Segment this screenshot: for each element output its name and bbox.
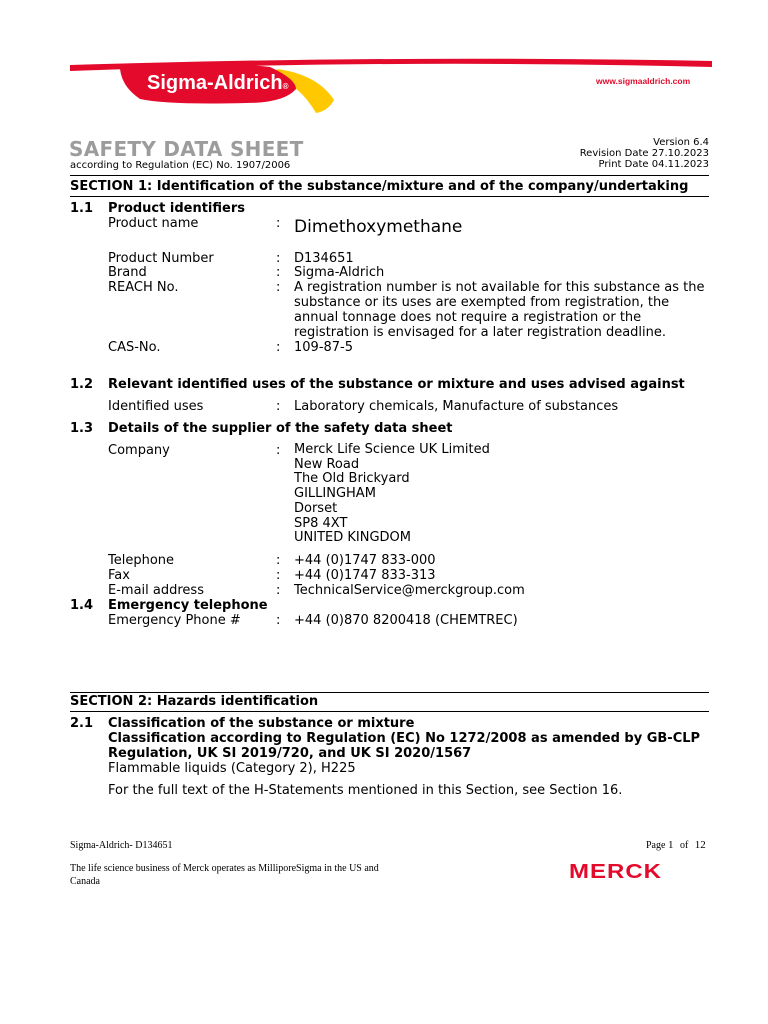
regulation-subtitle: according to Regulation (EC) No. 1907/2006 [70,160,291,171]
reach-line: annual tonnage does not require a registration or the [294,310,642,325]
colon: : [276,340,281,355]
classification-heading [108,731,700,761]
fax-value: +44 (0)1747 833-313 [294,568,436,583]
subsection-title: Emergency telephone [108,598,268,613]
cas-number: 109-87-5 [294,340,354,355]
colon: : [276,216,281,231]
reach-line: substance or its uses are exempted from registration, the [294,295,670,310]
colon: : [276,251,281,266]
section-number: 2.1 [70,716,94,731]
company-address [294,443,490,546]
email-link[interactable]: TechnicalService@merckgroup.com [294,583,525,598]
address-line: New Road [294,456,360,472]
field-label: Brand [108,265,147,280]
product-name: Dimethoxymethane [294,217,463,237]
hazard-class: Flammable liquids (Category 2), H225 [108,761,356,776]
page-word: Page [646,840,666,851]
section2-title: SECTION 2: Hazards identification [70,694,319,709]
page-of: of [679,840,689,851]
colon: : [276,443,281,458]
reach-value [294,280,704,340]
divider [70,196,709,197]
field-label: REACH No. [108,280,179,295]
colon: : [276,280,281,295]
brand-logo-text: Sigma-Aldrich [147,72,283,94]
subsection-title: Classification of the substance or mixture [108,716,415,731]
colon: : [276,265,281,280]
classification-line: Classification according to Regulation (EC) No 1272/2008 as amended by GB-CLP [108,731,701,746]
page-indicator [646,839,706,851]
document-title: SAFETY DATA SHEET [69,137,304,161]
brand-value: Sigma-Aldrich [294,265,385,280]
reach-line: registration is envisaged for a later registration deadline. [294,325,667,340]
field-label: Identified uses [108,399,204,414]
field-label: E-mail address [108,583,204,598]
field-label: Company [108,443,170,458]
identified-uses: Laboratory chemicals, Manufacture of substances [294,399,619,414]
address-line: GILLINGHAM [294,486,376,502]
telephone-value: +44 (0)1747 833-000 [294,553,436,568]
field-label: Product Number [108,251,214,266]
version: Version 6.4 [653,137,709,148]
address-line: Merck Life Science UK Limited [294,442,490,457]
colon: : [276,568,281,583]
subsection-title: Relevant identified uses of the substance or mixture and uses advised against [108,377,685,392]
reach-line: A registration number is not available for this substance as the [294,280,705,295]
section-number: 1.2 [70,377,94,392]
section-number: 1.1 [70,201,94,216]
website-link[interactable]: www.sigmaaldrich.com [596,76,691,86]
field-label: CAS-No. [108,340,161,355]
h-statements-note: For the full text of the H-Statements mentioned in this Section, see Section 16. [108,783,623,798]
colon: : [276,613,281,628]
print-date: Print Date 04.11.2023 [598,159,709,170]
subsection-title: Details of the supplier of the safety data sheet [108,421,453,436]
field-label: Fax [108,568,130,583]
colon: : [276,583,281,598]
colon: : [276,553,281,568]
header-banner [0,55,768,125]
merck-note-line: The life science business of Merck operates as MilliporeSigma in the US and [70,863,379,874]
colon: : [276,399,281,414]
divider [70,711,709,712]
subsection-title: Product identifiers [108,201,245,216]
divider [70,175,709,176]
brand-registered-mark: ® [282,82,289,91]
page-current: 1 [667,839,674,851]
address-line: SP8 4XT [294,515,348,531]
product-number: D134651 [294,251,354,266]
merck-note [70,863,379,888]
sigma-aldrich-swoosh-graphic [0,55,768,125]
emergency-phone: +44 (0)870 8200418 (CHEMTREC) [294,613,518,628]
page-total: 12 [694,839,706,851]
section1-title: SECTION 1: Identification of the substance/mixture and of the company/undertaking [70,179,689,194]
classification-line: Regulation, UK SI 2019/720, and UK SI 2020/1567 [108,746,472,761]
merck-logo: MERCK [569,860,662,883]
footer-product-ref: Sigma-Aldrich- D134651 [70,840,173,851]
brand-logo [147,72,288,95]
address-line: UNITED KINGDOM [294,530,411,546]
merck-note-line: Canada [70,875,100,887]
divider [70,692,709,693]
field-label: Emergency Phone # [108,613,241,628]
address-line: Dorset [294,500,338,516]
address-line: The Old Brickyard [294,471,410,487]
section-number: 1.4 [70,598,94,613]
field-label: Telephone [108,553,175,568]
field-label: Product name [108,216,199,231]
revision-date: Revision Date 27.10.2023 [579,148,709,159]
section-number: 1.3 [70,421,94,436]
